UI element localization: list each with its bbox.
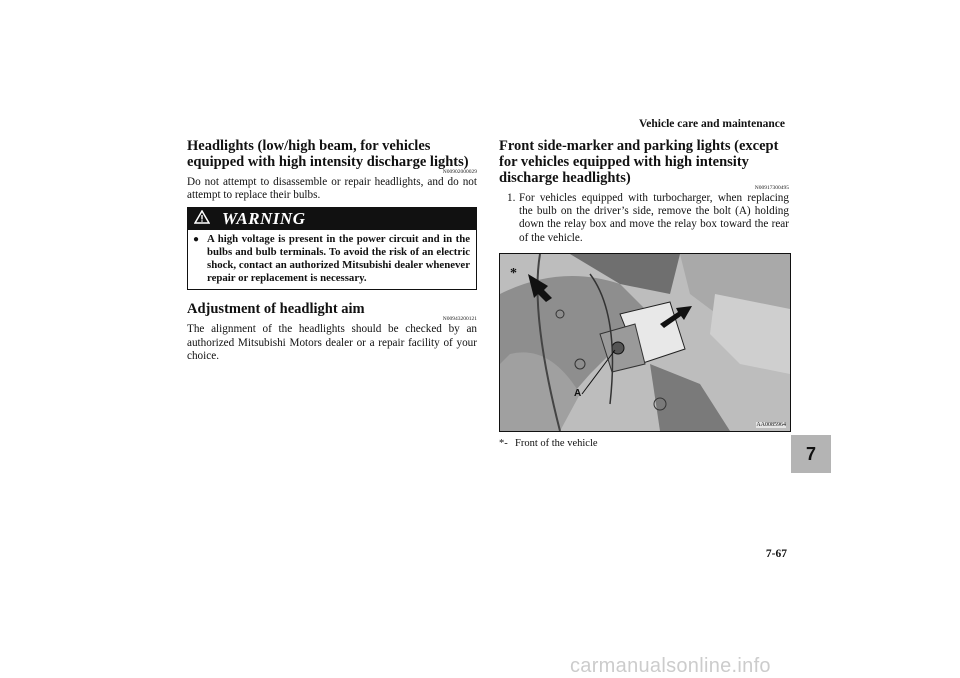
side-marker-code: N00917300495: [754, 185, 789, 191]
left-column: [187, 138, 477, 363]
caption-text: Front of the vehicle: [515, 437, 598, 449]
warning-header: [188, 208, 476, 230]
bolt-a-label: A: [574, 387, 582, 399]
warning-text: A high voltage is present in the power circuit and in the bulbs and bulb terminals. To avoid the risk of an electric shock, contact an authorized Mitsubishi dealer whenever repair or replacement is necessary.: [207, 233, 470, 285]
headlights-code: N00902000029: [442, 169, 477, 175]
chapter-tab: 7: [791, 435, 831, 473]
warning-triangle-icon: [194, 210, 210, 229]
page-number: 7-67: [765, 548, 787, 560]
bullet-icon: ●: [193, 234, 200, 246]
headlights-heading: Headlights (low/high beam, for vehicles equipped with high intensity discharge lights): [187, 138, 469, 170]
right-column: [499, 138, 789, 449]
steps-list: [499, 192, 789, 245]
aim-heading: Adjustment of headlight aim: [187, 301, 365, 318]
step-item: [507, 192, 789, 245]
engine-bay-illustration: [500, 254, 790, 431]
warning-title: WARNING: [222, 209, 306, 229]
front-marker-label: *: [510, 265, 517, 281]
caption-mark: *-: [499, 437, 508, 449]
figure-code: AA0085964: [756, 421, 786, 428]
headlights-paragraph: Do not attempt to disassemble or repair headlights, and do not attempt to replace their bulbs.: [187, 176, 477, 202]
step-number: 1.: [507, 192, 516, 204]
aim-code: N00943200121: [442, 316, 477, 323]
aim-paragraph: The alignment of the headlights should be checked by an authorized Mitsubishi Motors dealer or a repair facility of your choice.: [187, 323, 477, 362]
engine-bay-figure: [499, 253, 791, 432]
step-text: For vehicles equipped with turbocharger, when replacing the bulb on the driver’s side, remove the bolt (A) holding down the relay box and move the relay box toward the rear of the vehicle.: [519, 192, 789, 244]
running-header: Vehicle care and maintenance: [639, 118, 785, 130]
watermark: carmanualsonline.info: [570, 655, 771, 677]
figure-caption: [499, 438, 789, 449]
warning-box: [187, 207, 477, 290]
side-marker-heading: Front side-marker and parking lights (except for vehicles equipped with high intensity discharge headlights): [499, 138, 779, 186]
warning-body: [188, 230, 476, 289]
